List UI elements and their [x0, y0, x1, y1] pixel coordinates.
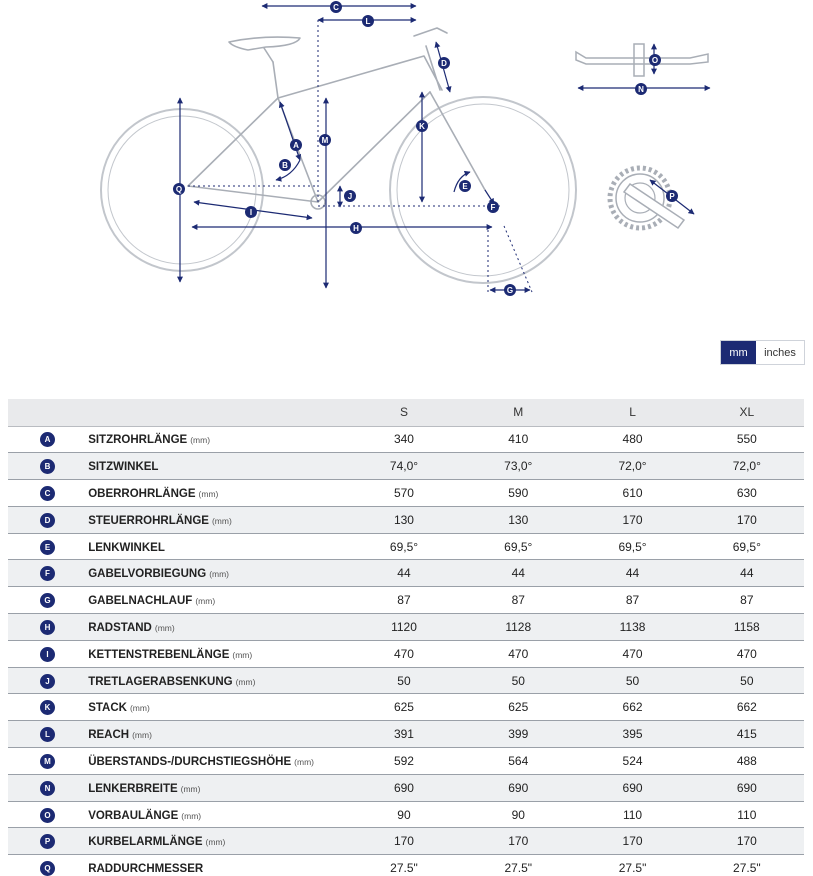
- row-unit: (mm): [198, 488, 219, 499]
- marker-a: [290, 139, 302, 151]
- row-badge: B: [40, 459, 55, 474]
- svg-text:M: M: [321, 136, 329, 145]
- row-unit: (mm): [209, 569, 230, 580]
- row-label-cell: [88, 640, 347, 667]
- bike-geometry-diagram: [0, 0, 813, 330]
- row-badge-cell: [8, 453, 88, 480]
- table-row: [8, 453, 804, 480]
- row-value-s: 27.5": [347, 855, 461, 876]
- row-badge-cell: [8, 748, 88, 775]
- svg-text:N: N: [638, 85, 644, 94]
- marker-b: [279, 159, 291, 171]
- row-label-cell: [88, 480, 347, 507]
- row-value-xl: 27.5": [690, 855, 804, 876]
- svg-text:C: C: [333, 3, 339, 12]
- row-value-s: 50: [347, 667, 461, 694]
- marker-q: [173, 183, 185, 195]
- unit-toggle: [720, 340, 805, 365]
- header-empty-badge: [8, 399, 88, 426]
- row-badge: P: [40, 834, 55, 849]
- header-empty-label: [88, 399, 347, 426]
- row-badge: A: [40, 432, 55, 447]
- row-value-s: 74,0°: [347, 453, 461, 480]
- row-value-l: 662: [575, 694, 689, 721]
- svg-text:I: I: [249, 208, 253, 217]
- row-label: REACH: [88, 729, 130, 742]
- row-label-cell: [88, 828, 347, 855]
- marker-p: [666, 190, 678, 202]
- row-value-s: 170: [347, 828, 461, 855]
- table-row: [8, 640, 804, 667]
- row-label: SITZWINKEL: [88, 461, 159, 474]
- svg-text:P: P: [669, 192, 675, 201]
- row-value-l: 110: [575, 801, 689, 828]
- row-badge: C: [40, 486, 55, 501]
- row-badge-cell: [8, 426, 88, 453]
- row-label: STACK: [88, 702, 127, 715]
- row-unit: (mm): [232, 649, 253, 660]
- row-value-l: 395: [575, 721, 689, 748]
- row-label-cell: [88, 748, 347, 775]
- marker-k: [416, 120, 428, 132]
- row-value-l: 87: [575, 587, 689, 614]
- row-value-l: 610: [575, 480, 689, 507]
- row-value-s: 130: [347, 506, 461, 533]
- row-value-s: 340: [347, 426, 461, 453]
- table-row: [8, 480, 804, 507]
- marker-o: [649, 54, 661, 66]
- row-value-xl: 50: [690, 667, 804, 694]
- row-value-xl: 44: [690, 560, 804, 587]
- row-value-l: 50: [575, 667, 689, 694]
- row-badge-cell: [8, 721, 88, 748]
- row-label-cell: [88, 694, 347, 721]
- row-value-s: 1120: [347, 614, 461, 641]
- svg-text:D: D: [441, 59, 447, 68]
- row-unit: (mm): [129, 703, 150, 714]
- row-value-m: 410: [461, 426, 575, 453]
- row-value-xl: 415: [690, 721, 804, 748]
- row-badge: Q: [40, 861, 55, 876]
- row-label-cell: [88, 426, 347, 453]
- handlebar-inset: [576, 44, 710, 88]
- row-value-m: 470: [461, 640, 575, 667]
- table-row: [8, 533, 804, 560]
- row-label-cell: [88, 721, 347, 748]
- row-value-m: 399: [461, 721, 575, 748]
- svg-text:K: K: [419, 122, 425, 131]
- row-unit: (mm): [132, 730, 152, 741]
- svg-text:O: O: [651, 56, 659, 65]
- svg-text:B: B: [282, 161, 288, 170]
- row-label: LENKWINKEL: [88, 541, 165, 554]
- row-value-xl: 470: [690, 640, 804, 667]
- row-value-xl: 550: [690, 426, 804, 453]
- row-badge: F: [40, 566, 55, 581]
- row-label: RADSTAND: [88, 621, 152, 634]
- row-value-m: 564: [461, 748, 575, 775]
- row-unit: (mm): [154, 622, 175, 633]
- row-value-l: 27.5": [575, 855, 689, 876]
- row-label-cell: [88, 453, 347, 480]
- row-badge-cell: [8, 614, 88, 641]
- marker-n: [635, 83, 647, 95]
- table-row: [8, 774, 804, 801]
- row-badge-cell: [8, 587, 88, 614]
- row-label: LENKERBREITE: [88, 782, 178, 795]
- row-badge-cell: [8, 560, 88, 587]
- row-label-cell: [88, 587, 347, 614]
- column-header-s: S: [347, 399, 461, 426]
- table-row: [8, 748, 804, 775]
- marker-g: [504, 284, 516, 296]
- row-value-xl: 72,0°: [690, 453, 804, 480]
- row-value-xl: 662: [690, 694, 804, 721]
- row-value-s: 44: [347, 560, 461, 587]
- row-badge: M: [40, 754, 55, 769]
- table-row: [8, 667, 804, 694]
- row-badge-cell: [8, 480, 88, 507]
- row-label: STEUERROHRLÄNGE: [88, 514, 209, 527]
- row-label-cell: [88, 774, 347, 801]
- row-badge-cell: [8, 694, 88, 721]
- table-row: [8, 855, 804, 876]
- row-badge: N: [40, 781, 55, 796]
- row-value-m: 90: [461, 801, 575, 828]
- row-badge: G: [40, 593, 55, 608]
- row-value-m: 625: [461, 694, 575, 721]
- row-unit: (mm): [211, 515, 232, 526]
- svg-text:E: E: [462, 182, 468, 191]
- row-badge-cell: [8, 828, 88, 855]
- row-label: ÜBERSTANDS-/DURCHSTIEGSHÖHE: [88, 755, 292, 768]
- row-label: RADDURCHMESSER: [88, 863, 204, 876]
- row-value-l: 1138: [575, 614, 689, 641]
- row-label: KETTENSTREBENLÄNGE: [88, 648, 230, 661]
- table-row: [8, 560, 804, 587]
- row-value-s: 625: [347, 694, 461, 721]
- row-value-m: 73,0°: [461, 453, 575, 480]
- row-badge-cell: [8, 506, 88, 533]
- table-row: [8, 801, 804, 828]
- row-badge: H: [40, 620, 55, 635]
- row-badge: E: [40, 540, 55, 555]
- row-value-m: 130: [461, 506, 575, 533]
- row-value-s: 87: [347, 587, 461, 614]
- row-value-l: 44: [575, 560, 689, 587]
- row-value-s: 69,5°: [347, 533, 461, 560]
- row-badge: O: [40, 808, 55, 823]
- bike-frame: [188, 28, 485, 209]
- svg-text:G: G: [506, 286, 514, 295]
- row-badge: K: [40, 700, 55, 715]
- row-value-xl: 488: [690, 748, 804, 775]
- marker-i: [245, 206, 257, 218]
- row-value-xl: 170: [690, 506, 804, 533]
- marker-h: [350, 222, 362, 234]
- row-label: GABELNACHLAUF: [88, 595, 193, 608]
- svg-text:F: F: [490, 203, 496, 212]
- marker-d: [438, 57, 450, 69]
- row-unit: (mm): [181, 810, 202, 821]
- row-label: VORBAULÄNGE: [88, 809, 179, 822]
- row-value-m: 170: [461, 828, 575, 855]
- row-value-l: 480: [575, 426, 689, 453]
- marker-f: [487, 201, 499, 213]
- row-badge-cell: [8, 855, 88, 876]
- marker-j: [344, 190, 356, 202]
- row-label: KURBELARMLÄNGE: [88, 836, 203, 849]
- svg-text:Q: Q: [175, 185, 183, 194]
- svg-text:H: H: [353, 224, 359, 233]
- row-value-m: 44: [461, 560, 575, 587]
- table-row: [8, 828, 804, 855]
- row-value-m: 1128: [461, 614, 575, 641]
- row-badge: I: [40, 647, 55, 662]
- geometry-table: [8, 399, 804, 876]
- row-badge-cell: [8, 640, 88, 667]
- row-value-m: 27.5": [461, 855, 575, 876]
- row-label-cell: [88, 801, 347, 828]
- row-badge-cell: [8, 667, 88, 694]
- row-value-l: 72,0°: [575, 453, 689, 480]
- row-label: TRETLAGERABSENKUNG: [88, 675, 233, 688]
- row-value-s: 90: [347, 801, 461, 828]
- row-value-xl: 110: [690, 801, 804, 828]
- table-row: [8, 587, 804, 614]
- column-header-xl: XL: [690, 399, 804, 426]
- row-label: GABELVORBIEGUNG: [88, 568, 207, 581]
- row-unit: (mm): [205, 837, 226, 848]
- row-value-l: 69,5°: [575, 533, 689, 560]
- row-unit: (mm): [180, 783, 201, 794]
- column-header-m: M: [461, 399, 575, 426]
- table-row: [8, 721, 804, 748]
- row-label-cell: [88, 855, 347, 876]
- crankset-inset: [610, 168, 694, 228]
- row-unit: (mm): [294, 756, 314, 767]
- row-value-xl: 170: [690, 828, 804, 855]
- column-header-l: L: [575, 399, 689, 426]
- dimension-lines: [180, 6, 530, 290]
- row-label: SITZROHRLÄNGE: [88, 434, 188, 447]
- row-value-m: 690: [461, 774, 575, 801]
- row-value-m: 50: [461, 667, 575, 694]
- row-value-m: 69,5°: [461, 533, 575, 560]
- row-value-s: 570: [347, 480, 461, 507]
- row-unit: (mm): [190, 435, 211, 446]
- row-value-xl: 690: [690, 774, 804, 801]
- marker-e: [459, 180, 471, 192]
- row-value-s: 690: [347, 774, 461, 801]
- row-label-cell: [88, 506, 347, 533]
- table-row: [8, 426, 804, 453]
- row-value-m: 87: [461, 587, 575, 614]
- row-value-s: 592: [347, 748, 461, 775]
- row-badge: D: [40, 513, 55, 528]
- table-row: [8, 614, 804, 641]
- row-unit: (mm): [195, 596, 216, 607]
- row-badge-cell: [8, 533, 88, 560]
- geometry-table-body: [8, 426, 804, 876]
- row-label-cell: [88, 614, 347, 641]
- table-row: [8, 694, 804, 721]
- table-header-row: [8, 399, 804, 426]
- row-badge: J: [40, 674, 55, 689]
- row-value-l: 524: [575, 748, 689, 775]
- row-label-cell: [88, 667, 347, 694]
- row-value-xl: 69,5°: [690, 533, 804, 560]
- marker-l: [362, 15, 374, 27]
- row-badge-cell: [8, 774, 88, 801]
- marker-m: [319, 134, 331, 146]
- row-value-l: 170: [575, 828, 689, 855]
- svg-text:A: A: [293, 141, 299, 150]
- dotted-guides: [188, 20, 532, 292]
- row-value-l: 170: [575, 506, 689, 533]
- row-label: OBERROHRLÄNGE: [88, 487, 196, 500]
- row-value-m: 590: [461, 480, 575, 507]
- svg-text:J: J: [347, 192, 353, 201]
- row-value-xl: 630: [690, 480, 804, 507]
- marker-c: [330, 1, 342, 13]
- row-value-s: 391: [347, 721, 461, 748]
- row-label-cell: [88, 560, 347, 587]
- row-badge-cell: [8, 801, 88, 828]
- table-row: [8, 506, 804, 533]
- row-unit: (mm): [235, 676, 256, 687]
- row-value-xl: 1158: [690, 614, 804, 641]
- row-value-l: 690: [575, 774, 689, 801]
- row-value-s: 470: [347, 640, 461, 667]
- row-label-cell: [88, 533, 347, 560]
- row-badge: L: [40, 727, 55, 742]
- unit-mm-button[interactable]: mm: [721, 341, 756, 364]
- unit-inches-button[interactable]: inches: [756, 341, 804, 364]
- row-value-xl: 87: [690, 587, 804, 614]
- svg-text:L: L: [365, 17, 371, 26]
- row-value-l: 470: [575, 640, 689, 667]
